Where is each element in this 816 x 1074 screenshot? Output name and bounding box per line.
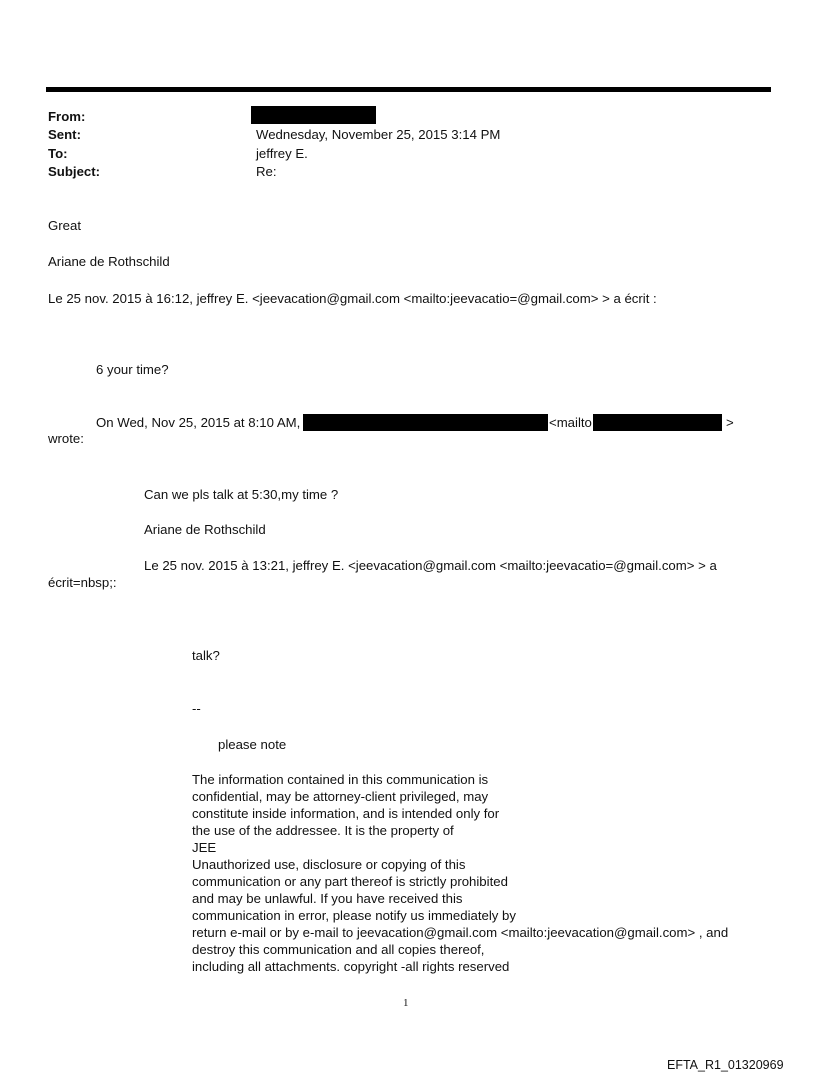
redacted-email: [593, 414, 722, 431]
document-id: EFTA_R1_01320969: [667, 1058, 784, 1072]
subject-value: Re:: [256, 164, 277, 179]
quote-header-2-start: On Wed, Nov 25, 2015 at 8:10 AM,: [96, 415, 301, 430]
reply-1: 6 your time?: [96, 362, 169, 377]
subject-label: Subject:: [48, 164, 101, 179]
quote-header-3-line2: écrit=nbsp;:: [48, 575, 117, 590]
quote-header-2-end: >: [726, 415, 734, 430]
signature-separator: --: [192, 701, 201, 716]
disclaimer-line: communication in error, please notify us immediately by: [192, 908, 516, 923]
disclaimer-line: communication or any part thereof is strictly prohibited: [192, 874, 508, 889]
quote-header-2-mailto: <mailto: [549, 415, 592, 430]
disclaimer-line: Unauthorized use, disclosure or copying of this: [192, 857, 466, 872]
to-label: To:: [48, 146, 68, 161]
redacted-name: [303, 414, 548, 431]
disclaimer-line: return e-mail or by e-mail to jeevacation@gmail.com <mailto:jeevacation@gmail.com> , and: [192, 925, 729, 940]
disclaimer-line: the use of the addressee. It is the property of: [192, 823, 454, 838]
signature-1: Ariane de Rothschild: [48, 254, 170, 269]
to-value: jeffrey E.: [256, 146, 308, 161]
reply-3: talk?: [192, 648, 220, 663]
disclaimer: [192, 771, 728, 975]
quote-header-3-line1: Le 25 nov. 2015 à 13:21, jeffrey E. <jeevacation@gmail.com <mailto:jeevacatio=@gmail.com> > a: [144, 558, 717, 573]
disclaimer-line: including all attachments. copyright -all rights reserved: [192, 959, 510, 974]
disclaimer-line: The information contained in this communication is: [192, 772, 489, 787]
quote-header-1: Le 25 nov. 2015 à 16:12, jeffrey E. <jeevacation@gmail.com <mailto:jeevacatio=@gmail.com> > a écrit :: [48, 291, 657, 306]
disclaimer-line: destroy this communication and all copies thereof,: [192, 942, 485, 957]
quote-header-2-wrote: wrote:: [48, 431, 84, 446]
disclaimer-line: confidential, may be attorney-client privileged, may: [192, 789, 489, 804]
disclaimer-line: constitute inside information, and is intended only for: [192, 806, 500, 821]
sent-label: Sent:: [48, 127, 81, 142]
page-number: 1: [403, 997, 409, 1009]
redacted-sender: [251, 106, 376, 124]
disclaimer-line: JEE: [192, 840, 217, 855]
disclaimer-line: and may be unlawful. If you have received this: [192, 891, 463, 906]
from-label: From:: [48, 109, 86, 124]
please-note: please note: [218, 737, 287, 752]
greeting: Great: [48, 218, 81, 233]
reply-2: Can we pls talk at 5:30,my time ?: [144, 487, 339, 502]
header-rule: [46, 87, 771, 92]
signature-2: Ariane de Rothschild: [144, 522, 266, 537]
sent-value: Wednesday, November 25, 2015 3:14 PM: [256, 127, 501, 142]
